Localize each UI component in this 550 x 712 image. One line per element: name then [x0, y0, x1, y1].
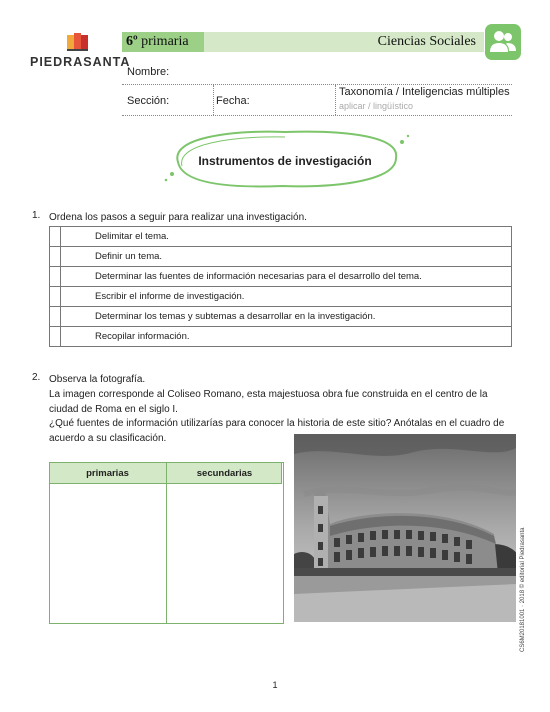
column-header-secondary: secundarias [196, 468, 253, 479]
name-line[interactable] [122, 84, 512, 85]
colosseum-photo [294, 434, 516, 622]
subject-title: Ciencias Sociales [377, 34, 476, 49]
order-input-cell[interactable] [50, 247, 61, 267]
step-text: Delimitar el tema. [61, 227, 512, 247]
step-text: Determinar las fuentes de información necesarias para el desarrollo del tema. [61, 267, 512, 287]
step-text: Definir un tema. [61, 247, 512, 267]
table-row [50, 227, 512, 247]
order-input-cell[interactable] [50, 267, 61, 287]
table-row [50, 327, 512, 347]
taxonomy-sub-label: aplicar / lingüístico [339, 101, 414, 111]
question-prompt: Ordena los pasos a seguir para realizar una investigación. [49, 212, 307, 223]
grade-label [126, 34, 189, 50]
people-icon [485, 24, 521, 60]
date-label: Fecha: [216, 95, 250, 107]
steps-table [49, 226, 512, 347]
divider [335, 85, 336, 115]
table-row [50, 247, 512, 267]
table-row [50, 267, 512, 287]
step-text: Recopilar información. [61, 327, 512, 347]
copyright-credit: CS6M20181001 · 2018 © editorial Piedrasanta [520, 527, 526, 652]
book-logo-icon [66, 33, 90, 55]
page-number: 1 [272, 680, 278, 690]
question-paragraph: La imagen corresponde al Coliseo Romano, esta majestuosa obra fue construida en el centro de la ciudad de Roma en el siglo I. [49, 389, 488, 415]
step-text: Escribir el informe de investigación. [61, 287, 512, 307]
question-number: 1. [32, 210, 41, 221]
step-text: Determinar los temas y subtemas a desarrollar en la investigación. [61, 307, 512, 327]
grade-level: primaria [141, 34, 189, 49]
brand-logo-text: PIEDRASANTA [30, 55, 131, 69]
group-icon-box [485, 24, 521, 60]
section-label: Sección: [127, 95, 170, 107]
question-number: 2. [32, 372, 41, 383]
grade-number: 6º [126, 34, 138, 49]
name-label: Nombre: [127, 66, 170, 78]
secondary-sources-answer-area[interactable] [167, 485, 282, 622]
question-prompt: Observa la fotografía. [49, 374, 146, 385]
primary-sources-answer-area[interactable] [50, 485, 165, 622]
table-row [50, 287, 512, 307]
taxonomy-label: Taxonomía / Inteligencias múltiples [339, 86, 510, 98]
column-header-primary: primarias [86, 468, 129, 479]
divider [213, 85, 214, 115]
question-paragraph: ¿Qué fuentes de información utilizarías para conocer la historia de este sitio? Anótalas en el cuadro de acuerdo a su clasificación. [49, 418, 505, 444]
order-input-cell[interactable] [50, 327, 61, 347]
order-input-cell[interactable] [50, 287, 61, 307]
order-input-cell[interactable] [50, 307, 61, 327]
order-input-cell[interactable] [50, 227, 61, 247]
worksheet-title: Instrumentos de investigación [198, 154, 372, 168]
section-date-line[interactable] [122, 115, 512, 116]
table-row [50, 307, 512, 327]
